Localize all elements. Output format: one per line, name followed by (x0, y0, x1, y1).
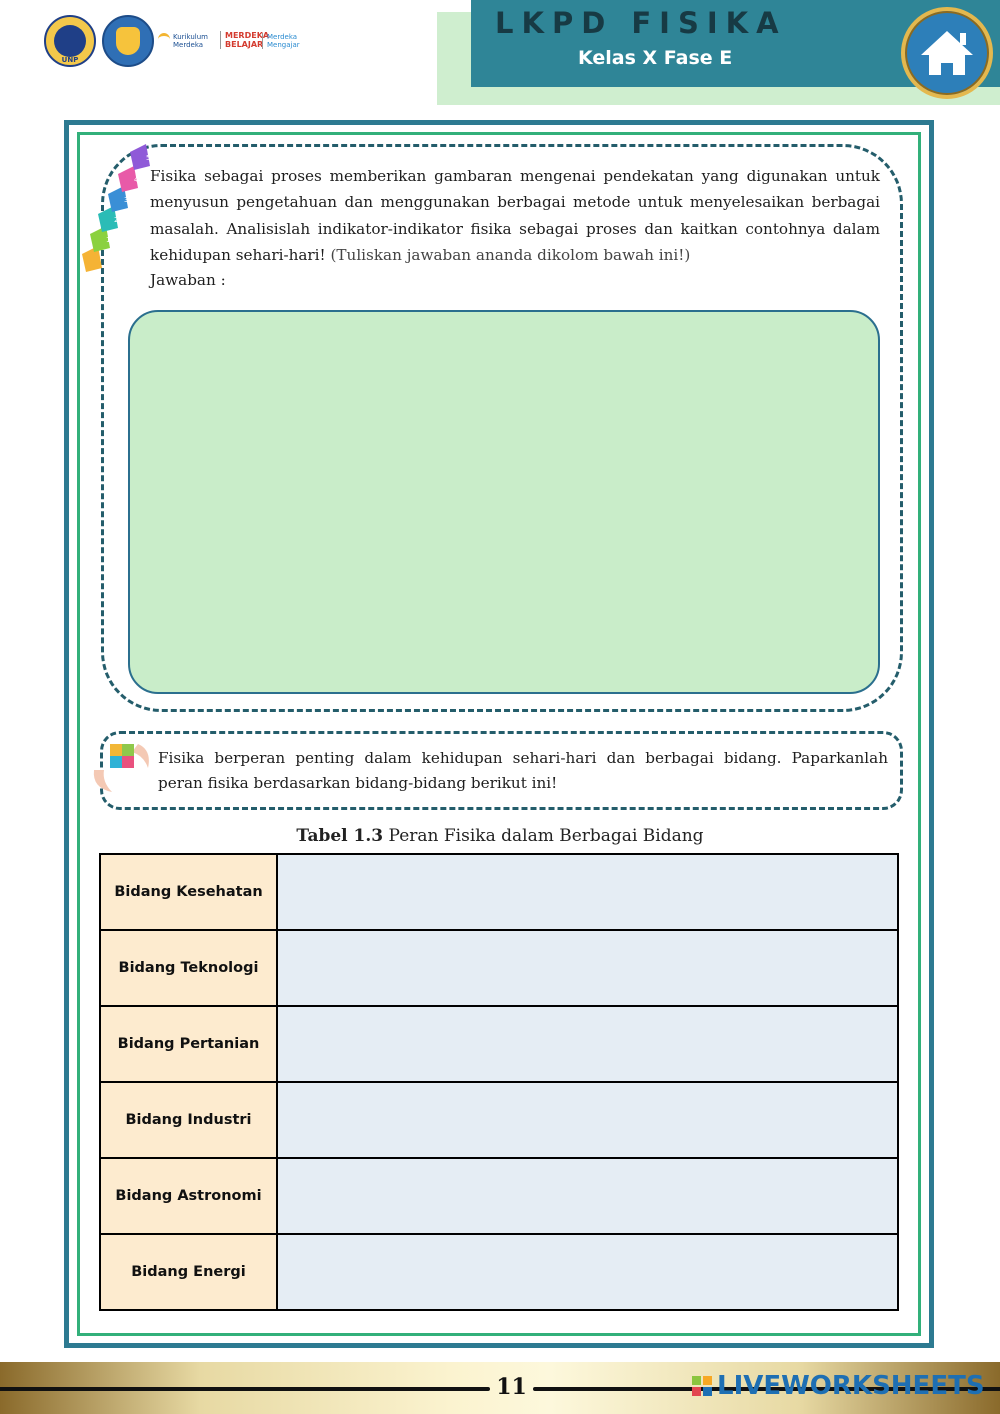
row-label: Bidang Teknologi (100, 930, 277, 1006)
page-number: 11 (496, 1374, 527, 1400)
belajar-line2: BELAJAR (225, 40, 264, 49)
step-number: 5 (146, 154, 151, 162)
home-button[interactable] (901, 7, 993, 99)
table-caption-text: Peran Fisika dalam Berbagai Bidang (388, 826, 704, 846)
tut-wuri-logo (102, 15, 154, 67)
liveworksheets-logo-icon (692, 1376, 712, 1396)
merdeka-mengajar-logo (262, 33, 300, 49)
table-caption-label: Tabel 1.3 (296, 826, 384, 846)
answer-cell[interactable] (277, 1234, 898, 1310)
step-number: 4 (134, 176, 139, 184)
kurikulum-line1: Kurikulum (173, 33, 208, 41)
belajar-line1: MERDEKA (225, 31, 270, 40)
footer-divider-left (0, 1387, 490, 1391)
mengajar-line1: Merdeka (267, 33, 298, 41)
table-row (100, 1082, 898, 1158)
step-number: 2 (114, 216, 119, 224)
stairs-icon (80, 142, 160, 272)
answer-cell[interactable] (277, 930, 898, 1006)
step-number: 3 (124, 196, 129, 204)
task2-instruction: Fisika berperan penting dalam kehidupan sehari-hari dan berbagai bidang. Paparkanlah peran fisika berdasarkan bidang-bidang berikut ini! (158, 749, 888, 792)
university-logo (44, 15, 96, 67)
kurikulum-line2: Merdeka (173, 41, 204, 49)
answer-label: Jawaban : (150, 271, 226, 289)
row-label: Bidang Energi (100, 1234, 277, 1310)
table-caption (0, 826, 1000, 846)
puzzle-hands-icon (88, 730, 154, 796)
liveworksheets-watermark: LIVEWORKSHEETS (717, 1371, 985, 1401)
roles-table (99, 853, 899, 1311)
row-label: Bidang Astronomi (100, 1158, 277, 1234)
page-subtitle: Kelas X Fase E (578, 47, 733, 69)
answer-cell[interactable] (277, 1158, 898, 1234)
answer-cell[interactable] (277, 854, 898, 930)
task1-instruction (150, 163, 880, 268)
university-logo-text: UNP (61, 56, 79, 64)
task1-note: (Tuliskan jawaban ananda dikolom bawah ini!) (330, 245, 691, 264)
task1-question: Fisika sebagai proses memberikan gambaran mengenai pendekatan yang digunakan untuk menyusun pengetahuan dan menggunakan berbagai metode untuk menyelesaikan berbagai masalah. Analisislah indikator-indikator fisika sebagai proses dan kaitkan contohnya dalam kehidupan sehari-hari! (150, 167, 880, 264)
row-label: Bidang Pertanian (100, 1006, 277, 1082)
table-row (100, 854, 898, 930)
home-icon (905, 11, 989, 95)
page-title: LKPD FISIKA (495, 6, 787, 40)
table-row (100, 1158, 898, 1234)
table-row (100, 1234, 898, 1310)
answer-cell[interactable] (277, 1082, 898, 1158)
swoosh-icon (158, 33, 170, 46)
table-row (100, 1006, 898, 1082)
step-number: 1 (106, 236, 111, 244)
mengajar-line2: Mengajar (267, 41, 300, 49)
row-label: Bidang Kesehatan (100, 854, 277, 930)
answer-textarea[interactable] (128, 310, 880, 694)
kurikulum-merdeka-logo (158, 33, 208, 49)
table-row (100, 930, 898, 1006)
answer-cell[interactable] (277, 1006, 898, 1082)
row-label: Bidang Industri (100, 1082, 277, 1158)
